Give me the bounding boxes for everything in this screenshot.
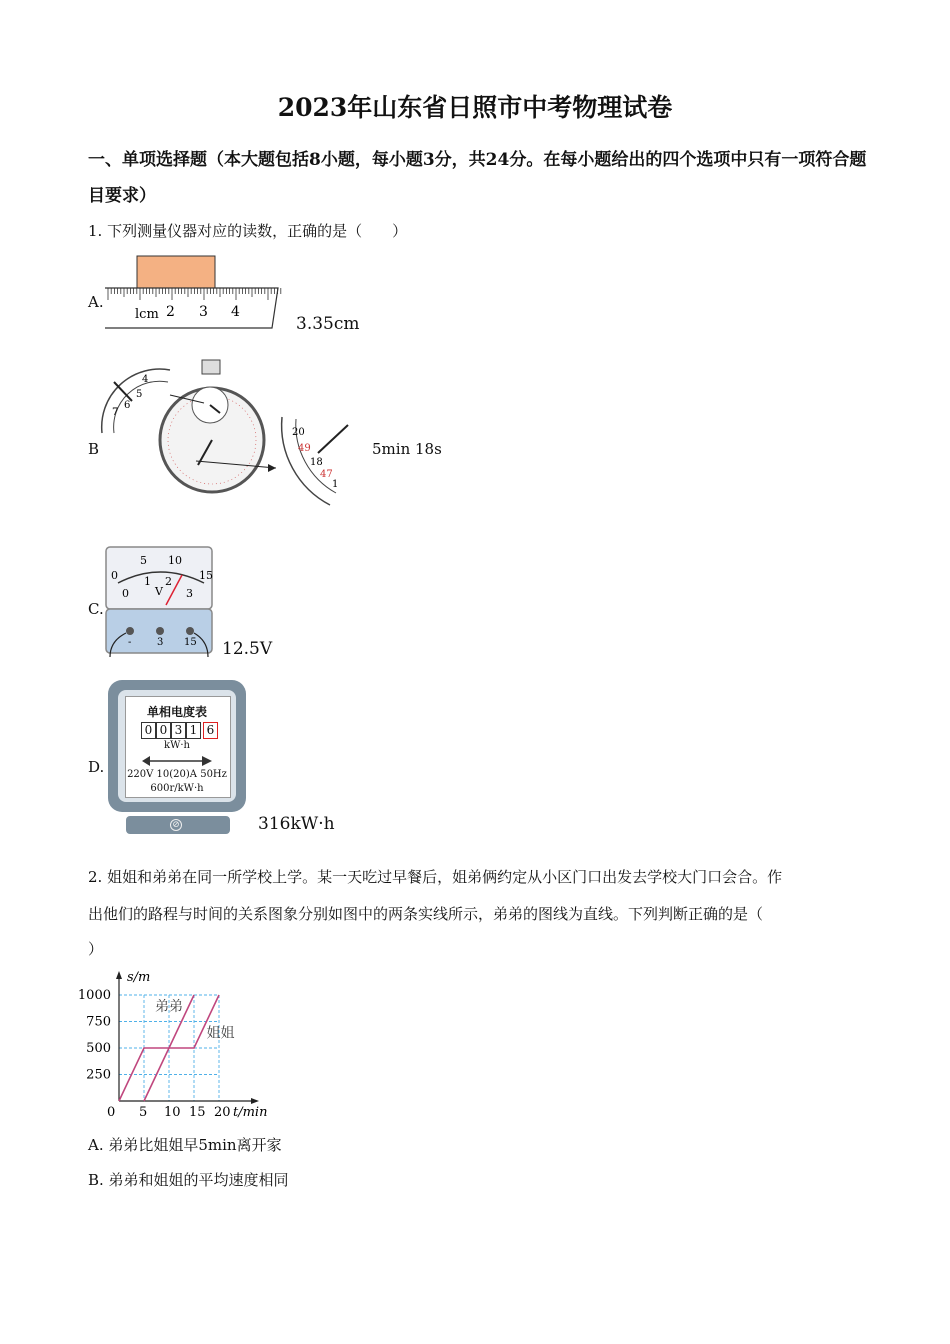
small-dial-tick: 4 [142,374,149,385]
bottom-scale-label: 2 [165,575,172,588]
y-tick-label: 250 [86,1067,111,1083]
q2-option-b: B. 弟弟和姐姐的平均速度相同 [88,1171,289,1189]
q2-stem-line2: 出他们的路程与时间的关系图象分别如图中的两条实线所示，弟弟的图线为直线。下列判断正确的是（ [88,905,764,923]
x-tick-label: 5 [139,1105,148,1120]
ruler-tick-label: 3 [199,304,208,320]
bottom-scale-label: 1 [144,575,151,588]
arrow-head [268,464,276,472]
large-dial-pointer [318,425,348,453]
meter-digits [141,722,218,739]
meter-digit: 0 [156,722,171,739]
large-dial-tick: 47 [320,469,333,480]
bottom-scale-label: 0 [122,587,129,600]
option-c-reading: 12.5V [222,639,273,659]
meter-spec: 220V 10(20)A 50Hz [127,769,227,780]
x-axis-arrow [251,1098,259,1104]
option-d-reading: 316kW·h [258,814,335,834]
large-dial-arc [282,417,330,505]
meter-unit: kW·h [164,740,190,751]
terminal-label: - [128,637,132,648]
y-tick-label: 750 [86,1014,111,1030]
top-scale-label: 5 [140,554,147,567]
option-d-label: D. [88,758,105,776]
y-tick-label: 500 [86,1041,111,1056]
option-c-label: C. [88,600,104,618]
small-dial-pointer [114,382,132,401]
x-tick-label: 20 [214,1105,231,1120]
x-axis-label: t/min [233,1105,268,1120]
small-dial-tick: 7 [112,407,119,418]
large-dial-tick: 18 [310,457,323,468]
unit-label: V [155,585,163,598]
meter-rate: 600r/kW·h [150,783,204,794]
ruler-tick-label: 4 [231,304,240,320]
y-axis-arrow [116,971,122,979]
x-tick-label: 0 [107,1105,116,1120]
page-title: 2023年山东省日照市中考物理试卷 [277,93,673,122]
small-dial-tick: 5 [136,389,143,400]
stopwatch-figure [100,355,350,510]
x-tick-label: 15 [189,1105,206,1120]
screw-icon: ⊘ [170,819,182,831]
y-tick-label: 1000 [77,988,111,1003]
option-b-reading: 5min 18s [372,440,442,458]
block [137,256,215,288]
q2-option-a: A. 弟弟比姐姐早5min离开家 [88,1136,282,1154]
top-scale-label: 10 [168,554,182,567]
large-dial-tick: 20 [292,427,305,438]
terminal-label: 3 [157,637,164,648]
terminal-3 [156,627,164,635]
meter-digit: 0 [141,722,156,739]
section-heading: 一、单项选择题（本大题包括8小题，每小题3分，共24分。在每小题给出的四个选项中只有一项符合题目要求） [88,150,867,206]
ruler-figure [100,252,290,332]
small-dial-tick: 6 [124,400,131,411]
large-dial-tick: 49 [298,443,311,454]
option-a-label: A. [88,293,104,311]
series-label: 弟弟 [155,998,183,1015]
terminal-15 [186,627,194,635]
y-axis-label: s/m [127,970,151,985]
meter-title: 单相电度表 [146,705,207,719]
small-dial-arc [102,369,170,433]
rotation-arrow-icon [140,755,214,767]
terminal-negative [126,627,134,635]
top-scale-label: 15 [199,569,213,582]
distance-time-chart [77,965,275,1120]
q2-stem-line3: ） [88,940,104,958]
bottom-scale-label: 3 [186,587,193,600]
top-scale-label: 0 [111,569,118,582]
option-a-reading: 3.35cm [296,314,360,334]
ruler-tick-label: 2 [166,304,175,320]
large-dial-tick: 1 [332,479,339,490]
voltmeter-figure [104,545,216,660]
q1-stem: 1. 下列测量仪器对应的读数，正确的是（ ） [88,222,408,240]
meter-digit-decimal: 6 [203,722,218,739]
meter-digit: 1 [186,722,201,739]
x-tick-label: 10 [164,1105,181,1120]
meter-digit: 3 [171,722,186,739]
terminal-label: 15 [184,637,197,648]
ruler-tick-label: lcm [135,307,159,322]
series-label: 姐姐 [206,1025,235,1042]
stopwatch-crown [202,360,220,374]
q2-stem-line1: 2. 姐姐和弟弟在同一所学校上学。某一天吃过早餐后，姐弟俩约定从小区门口出发去学校大门口会合。作 [88,868,783,886]
option-b-label: B [88,440,100,458]
